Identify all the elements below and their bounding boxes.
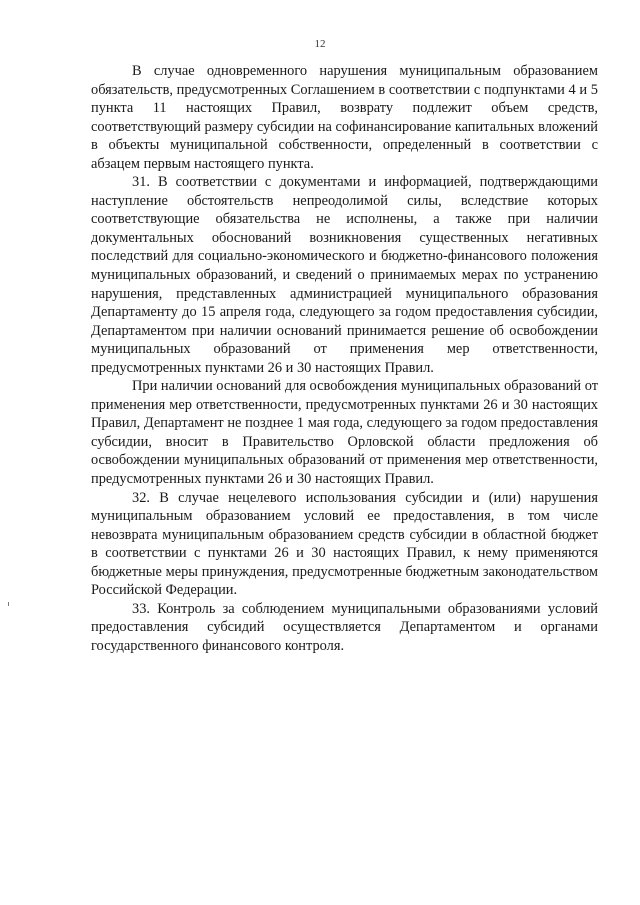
paragraph-33: 33. Контроль за соблюдением муниципальными образованиями условий предоставления субсидий осуществляется Департаментом и органами государственного финансового контроля.: [91, 600, 598, 654]
paragraph-31-exemption-proposal: При наличии оснований для освобождения муниципальных образований от применения мер ответственности, предусмотренных пунктами 26 и 30 настоящих Правил, Департамент не позднее 1 мая года, следующего за годом предоставления субсидии, вносит в Правительство Орловской области предложения об освобождении муниципальных образований от применения мер ответственности, предусмотренных пунктами 26 и 30 настоящих Правил.: [91, 378, 598, 488]
page-number: 12: [314, 38, 326, 50]
paragraph-clawback-volume: В случае одновременного нарушения муниципальным образованием обязательств, предусмотренных Соглашением в соответствии с подпунктами 4 и 5 пункта 11 настоящих Правил, возврату подлежит объем средств, соответствующий размеру субсидии на софинансирование капитальных вложений в объекты муниципальной собственности, определенный в соответствии с абзацем первым настоящего пункта.: [91, 63, 598, 172]
paragraph-32: 32. В случае нецелевого использования субсидии и (или) нарушения муниципальным образованием условий ее предоставления, в том числе невозврата муниципальным образованием средств субсидии в областной бюджет в соответствии с пунктами 26 и 30 настоящих Правил, к нему применяются бюджетные меры принуждения, предусмотренные бюджетным законодательством Российской Федерации.: [91, 489, 598, 599]
document-body: [91, 62, 598, 656]
paragraph-31: 31. В соответствии с документами и информацией, подтверждающими наступление обстоятельств непреодолимой силы, вследствие которых соответствующие обязательства не исполнены, а также при наличии документальных обоснований возникновения существенных негативных последствий для социально-экономического и бюджетно-финансового положения муниципальных образований, и сведений о принимаемых мерах по устранению нарушения, представленных администрацией муниципального образования Департаменту до 15 апреля года, следующего за годом предоставления субсидии, Департаментом при наличии оснований принимается решение об освобождении муниципальных образований от применения мер ответственности, предусмотренных пунктами 26 и 30 настоящих Правил.: [91, 174, 598, 376]
scan-margin-mark: [8, 602, 9, 606]
